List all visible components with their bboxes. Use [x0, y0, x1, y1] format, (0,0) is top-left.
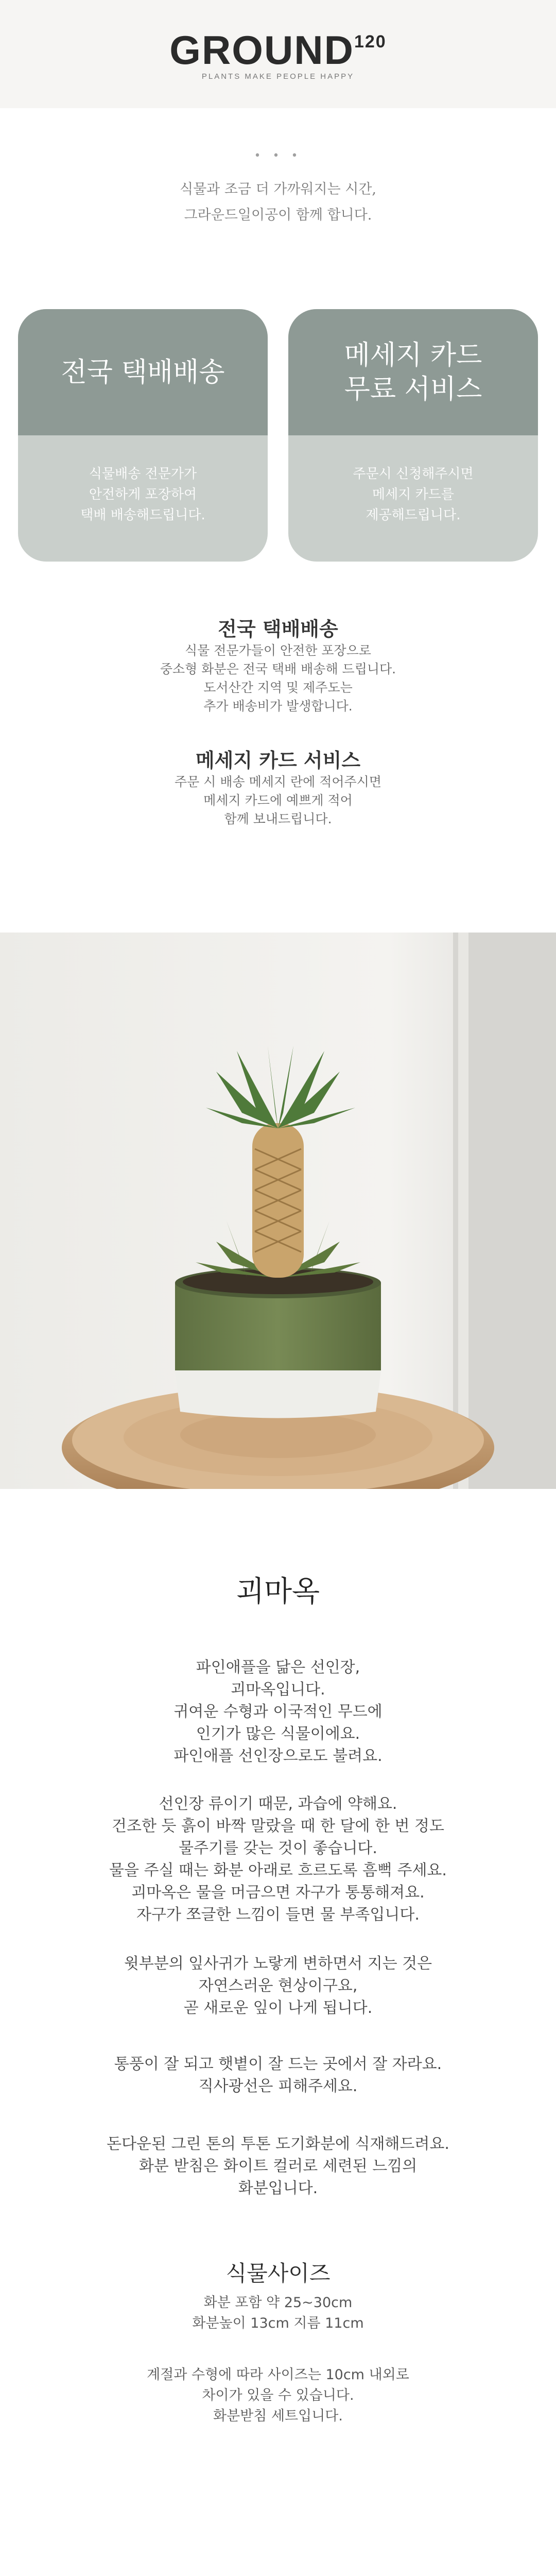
desc-line: 물주기를 갖는 것이 좋습니다. — [179, 1839, 377, 1857]
size-text — [0, 2293, 556, 2334]
shipping-heading: 전국 택배배송 — [218, 618, 338, 640]
card-body — [288, 435, 538, 526]
desc-line: 자구가 쪼글한 느낌이 들면 물 부족입니다. — [136, 1906, 420, 1924]
intro-dots: • • • — [254, 149, 302, 162]
size-note-line: 화분받침 세트입니다. — [213, 2408, 343, 2424]
size-note-line: 차이가 있을 수 있습니다. — [202, 2387, 354, 2403]
desc-line: 인기가 많은 식물이에요. — [196, 1725, 360, 1743]
desc-line: 윗부분의 잎사귀가 노랗게 변하면서 지는 것은 — [124, 1955, 432, 1973]
desc-line: 귀여운 수형과 이국적인 무드에 — [173, 1703, 383, 1721]
product-desc-block-5 — [0, 2133, 556, 2199]
desc-line: 괴마옥은 물을 머금으면 자구가 통통해져요. — [131, 1884, 425, 1902]
message-card-text — [0, 773, 556, 828]
card-line: 택배 배송해드립니다. — [80, 507, 205, 523]
desc-line: 화분 받침은 화이트 컬러로 세련된 느낌의 — [138, 2157, 418, 2175]
desc-line: 곧 새로운 잎이 나게 됩니다. — [183, 1999, 373, 2017]
desc-line: 선인장 류이기 때문, 과습에 약해요. — [159, 1795, 397, 1813]
product-desc-block-3 — [0, 1953, 556, 2019]
card-line: 주문시 신청해주시면 — [353, 466, 474, 482]
card-line: 메세지 카드를 — [372, 487, 454, 502]
pachypodium-photo — [0, 933, 556, 1489]
card-header — [288, 309, 538, 435]
desc-line: 돈다운된 그린 톤의 투톤 도기화분에 식재해드려요. — [107, 2135, 449, 2153]
card-title: 무료 서비스 — [344, 374, 482, 405]
desc-line: 물을 주실 때는 화분 아래로 흐르도록 흠뻑 주세요. — [109, 1861, 447, 1879]
text-line: 추가 배송비가 발생합니다. — [203, 699, 353, 714]
text-line: 함께 보내드립니다. — [224, 811, 332, 826]
message-card-service-card — [288, 309, 538, 562]
card-line: 식물배송 전문가가 — [89, 466, 197, 482]
desc-line: 통풍이 잘 되고 햇볕이 잘 드는 곳에서 잘 자라요. — [114, 2055, 442, 2073]
shipping-service-card — [18, 309, 268, 562]
product-photo-1 — [0, 933, 556, 1489]
desc-line: 건조한 듯 흙이 바짝 말랐을 때 한 달에 한 번 정도 — [112, 1817, 444, 1835]
text-line: 도서산간 지역 및 제주도는 — [203, 680, 353, 695]
brand-logo[interactable]: GROUND$^{120}$ — [169, 27, 387, 73]
product-desc-block-1 — [0, 1656, 556, 1767]
desc-line: 괴마옥입니다. — [231, 1681, 325, 1699]
desc-line: 화분입니다. — [238, 2179, 318, 2197]
desc-line: 자연스러운 현상이구요, — [198, 1977, 358, 1995]
product-name: 괴마옥 — [236, 1575, 320, 1608]
size-line: 화분높이 13cm 지름 11cm — [192, 2315, 364, 2331]
text-line: 중소형 화분은 전국 택배 배송해 드립니다. — [160, 662, 396, 676]
card-line: 안전하게 포장하여 — [89, 487, 197, 502]
size-notes — [0, 2365, 556, 2427]
shipping-text — [0, 641, 556, 716]
card-line: 제공해드립니다. — [366, 507, 461, 523]
card-title: 전국 택배배송 — [61, 357, 225, 388]
desc-line: 파인애플을 닮은 선인장, — [196, 1658, 360, 1676]
product-desc-block-2 — [0, 1793, 556, 1926]
size-note-line: 계절과 수형에 따라 사이즈는 10cm 내외로 — [147, 2367, 409, 2383]
desc-line: 파인애플 선인장으로도 불려요. — [173, 1747, 383, 1765]
intro-line-1: 식물과 조금 더 가까워지는 시간, — [180, 181, 376, 197]
size-heading: 식물사이즈 — [225, 2261, 331, 2286]
desc-line: 직사광선은 피해주세요. — [198, 2077, 358, 2095]
brand-tagline: PLANTS MAKE PEOPLE HAPPY — [201, 72, 355, 81]
text-line: 식물 전문가들이 안전한 포장으로 — [185, 643, 371, 658]
intro-line-2: 그라운드일이공이 함께 합니다. — [184, 207, 372, 223]
card-title: 메세지 카드 — [344, 340, 482, 371]
card-body — [18, 435, 268, 526]
text-line: 주문 시 배송 메세지 란에 적어주시면 — [175, 774, 381, 789]
message-card-heading: 메세지 카드 서비스 — [195, 749, 361, 772]
product-desc-block-4 — [0, 2053, 556, 2097]
text-line: 메세지 카드에 예쁘게 적어 — [203, 793, 353, 808]
card-header — [18, 309, 268, 435]
size-line: 화분 포함 약 25~30cm — [203, 2295, 353, 2311]
